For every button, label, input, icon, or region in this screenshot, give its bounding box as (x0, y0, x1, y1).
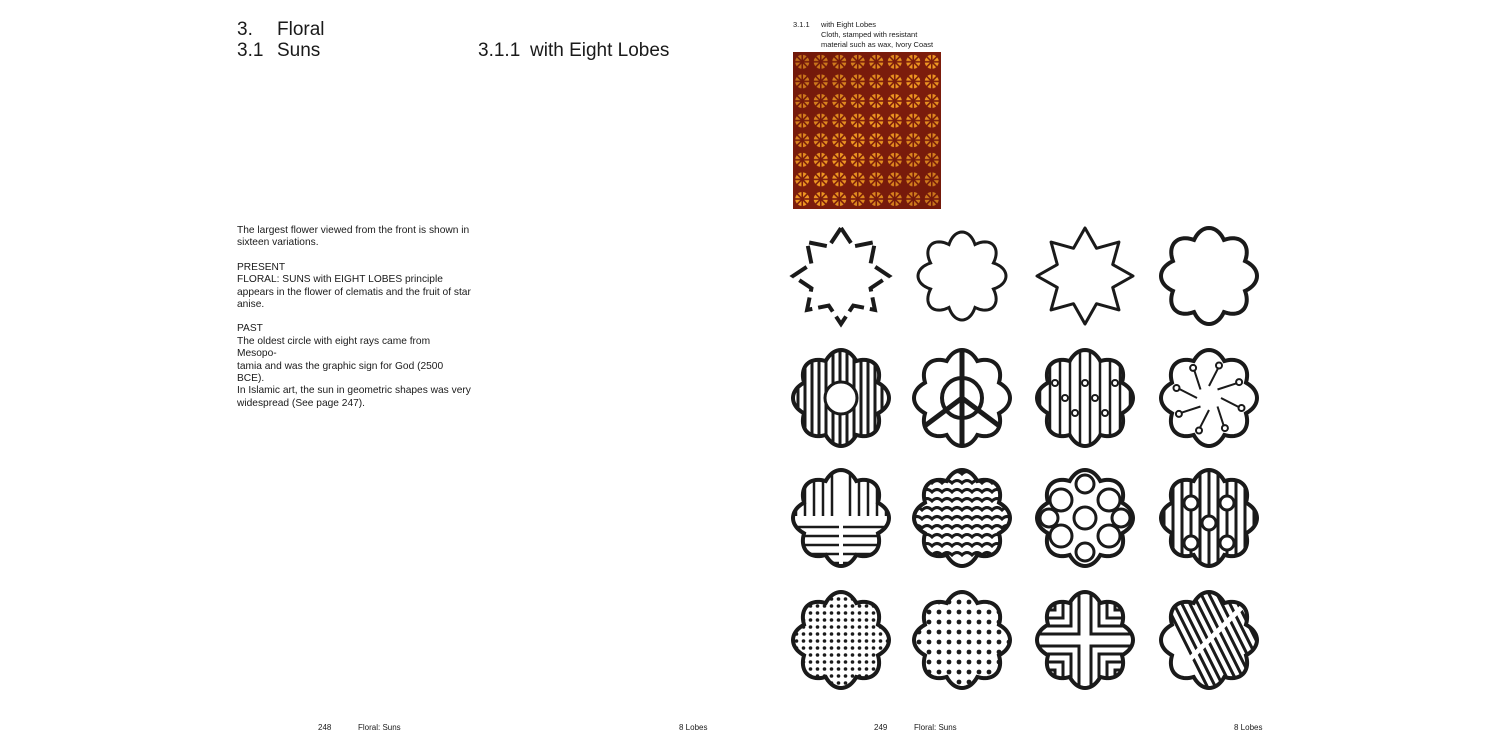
caption-title: with Eight Lobes (821, 20, 877, 29)
caption-text (821, 20, 933, 50)
footer-page-number-left: 248 (318, 723, 332, 732)
present-paragraph: FLORAL: SUNS with EIGHT LOBES principle appears in the flower of clematis and the fruit of star anise. (237, 274, 471, 311)
footer-page-number-right: 249 (874, 723, 888, 732)
circles-flower-icon (1033, 466, 1137, 570)
vertical-lines-dots-flower-icon (1033, 346, 1137, 450)
footer-section-right: Floral: Suns (914, 723, 957, 732)
maze-flower-icon (789, 466, 893, 570)
caption-number: 3.1.1 (793, 20, 810, 29)
wavy-lines-flower-icon (910, 466, 1014, 570)
body-text (237, 225, 472, 422)
cloth-pattern (793, 52, 941, 209)
heading-number-1: 3. (237, 19, 253, 40)
subheading-number: 3.1.1 (478, 40, 521, 61)
past-label: PAST (237, 323, 263, 335)
past-paragraph: The oldest circle with eight rays came from Mesopo- tamia and was the graphic sign for God (2500 BCE). In Islamic art, the sun in geometric shapes was very widespread (See page 247). (237, 335, 471, 409)
heading-title-floral: Floral (277, 19, 325, 40)
subheading-title: with Eight Lobes (530, 40, 670, 61)
chevron-quadrant-flower-icon (1033, 588, 1137, 692)
dotted-flower-icon (789, 588, 893, 692)
radial-stripes-flower-icon (789, 346, 893, 450)
present-label: PRESENT (237, 261, 286, 273)
footer-section-left: Floral: Suns (358, 723, 401, 732)
pointed-flower-outline-icon (1033, 224, 1137, 328)
footer-topic-left: 8 Lobes (679, 723, 708, 732)
caption-line-2: material such as wax, Ivory Coast (821, 40, 934, 49)
heading-number-2: 3.1 (237, 40, 264, 61)
star-outline-icon (789, 224, 893, 328)
scalloped-flower-outline-icon (910, 224, 1014, 328)
caption-line-1: Cloth, stamped with resistant (821, 30, 918, 39)
cloth-photo (793, 52, 941, 209)
round-flower-outline-icon (1157, 224, 1261, 328)
polka-dot-flower-icon (910, 588, 1014, 692)
stripes-circles-flower-icon (1157, 466, 1261, 570)
peace-sign-flower-icon (910, 346, 1014, 450)
footer-topic-right: 8 Lobes (1234, 723, 1263, 732)
heading-title-suns: Suns (277, 40, 321, 61)
intro-paragraph: The largest flower viewed from the front is shown in sixteen variations. (237, 225, 470, 249)
circuit-dots-flower-icon (1157, 346, 1261, 450)
diagonal-stripes-flower-icon (1157, 588, 1261, 692)
